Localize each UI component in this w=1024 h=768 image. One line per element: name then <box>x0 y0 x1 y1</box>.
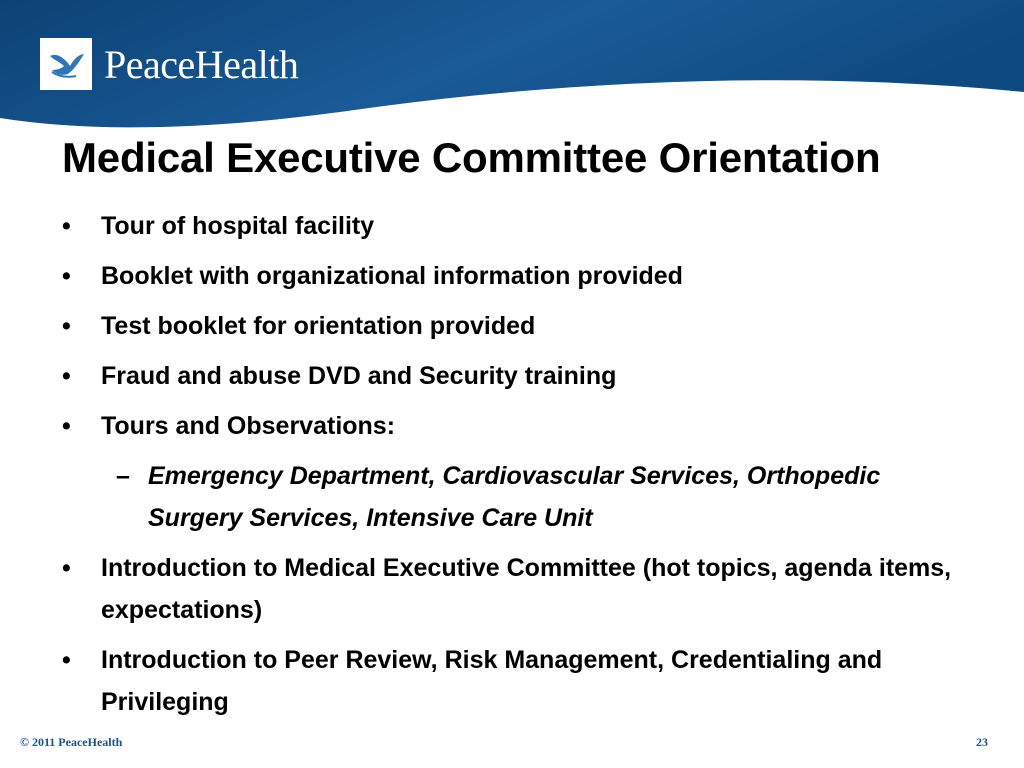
bullet-text: Introduction to Medical Executive Committee (hot topics, agenda items, expectations) <box>101 554 952 624</box>
peacehealth-logo <box>40 36 298 92</box>
bullet-item <box>62 205 962 247</box>
bullet-symbol: • <box>62 262 71 290</box>
bullet-text: Booklet with organizational information provided <box>101 262 683 290</box>
bullet-item <box>62 305 962 347</box>
bullet-text: Tour of hospital facility <box>101 212 375 240</box>
bullet-item <box>62 355 962 397</box>
sub-bullet-item <box>62 455 962 539</box>
logo-mark <box>40 38 92 90</box>
dove-icon <box>46 46 86 82</box>
logo-text: PeaceHealth <box>104 41 299 87</box>
sub-bullet-text: Emergency Department, Cardiovascular Services, Orthopedic Surgery Services, Intensive Care Unit <box>148 462 881 532</box>
bullet-item <box>62 547 962 631</box>
bullet-symbol: • <box>62 362 71 390</box>
bullet-symbol: • <box>62 646 71 674</box>
bullet-text: Fraud and abuse DVD and Security training <box>101 362 617 390</box>
sub-bullet-symbol: – <box>116 462 130 490</box>
bullet-item <box>62 639 962 723</box>
slide-number: 23 <box>976 735 988 749</box>
bullet-symbol: • <box>62 312 71 340</box>
bullet-item <box>62 255 962 297</box>
bullet-symbol: • <box>62 212 71 240</box>
bullet-text: Tours and Observations: <box>101 412 396 440</box>
bullet-item <box>62 405 962 447</box>
bullet-text: Test booklet for orientation provided <box>101 312 536 340</box>
bullet-symbol: • <box>62 412 71 440</box>
bullet-list <box>62 205 962 731</box>
bullet-symbol: • <box>62 554 71 582</box>
bullet-text: Introduction to Peer Review, Risk Management, Credentialing and Privileging <box>101 646 883 716</box>
slide-title: Medical Executive Committee Orientation <box>62 134 881 181</box>
footer-copyright: © 2011 PeaceHealth <box>20 735 123 749</box>
